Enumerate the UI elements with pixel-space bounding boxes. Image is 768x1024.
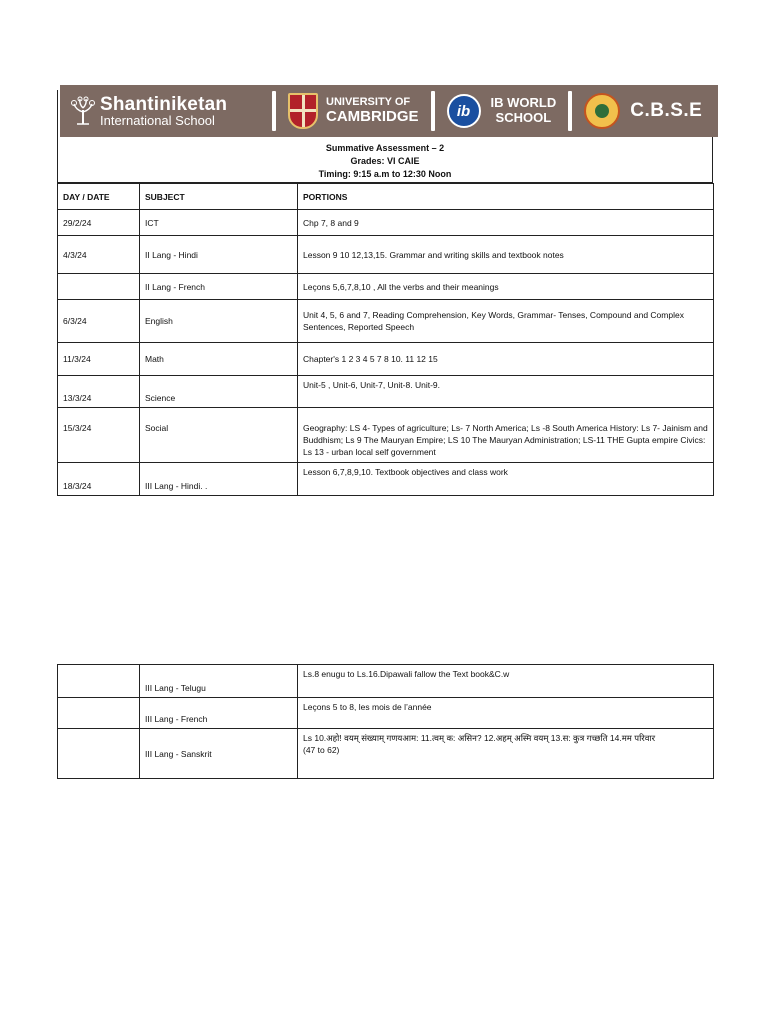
table-row [58,463,714,496]
table-row [58,210,714,236]
row-subject: III Lang - French [140,698,298,729]
row-portions: Chapter's 1 2 3 4 5 7 8 10. 11 12 15 [298,343,714,376]
row-subject: Math [140,343,298,376]
divider [568,91,572,131]
row-portions: Leçons 5,6,7,8,10 , All the verbs and their meanings [298,274,714,300]
row-date: 13/3/24 [58,376,140,408]
row-subject: II Lang - Hindi [140,236,298,274]
row-subject: III Lang - Hindi. . [140,463,298,496]
row-date [58,274,140,300]
table-row [58,300,714,343]
exam-title: Summative Assessment – 2 [325,143,445,153]
row-portions: Chp 7, 8 and 9 [298,210,714,236]
cbse-emblem-icon [584,93,620,129]
table-row [58,408,714,463]
exam-grades: Grades: VI CAIE [350,156,420,166]
row-subject: II Lang - French [140,274,298,300]
shantiniketan-logo [70,95,260,127]
row-date [58,698,140,729]
row-date [58,729,140,779]
row-date [58,665,140,698]
schedule-table [57,183,714,496]
row-portions: Unit-5 , Unit-6, Unit-7, Unit-8. Unit-9. [298,376,714,408]
cbse-label: C.B.S.E [630,100,703,121]
table-row [58,665,714,698]
cambridge-line2: CAMBRIDGE [326,107,419,125]
cambridge-line1: UNIVERSITY OF [326,96,411,109]
school-name: Shantiniketan [100,94,228,115]
sanskrit-lessons: Ls 10.अहो! वयम् संख्याम् गणयआम: 11.त्वम् क: असिन? 12.अहम् अस्मि वयम् 13.स: कुत्र गच्छति 14.मम परिवार [303,733,656,743]
row-portions [298,729,714,779]
cambridge-shield-icon [288,93,318,129]
ib-circle-icon: ib [447,94,481,128]
border-line [57,90,58,137]
ib-logo [447,94,557,128]
row-subject: III Lang - Telugu [140,665,298,698]
row-portions: Lesson 9 10 12,13,15. Grammar and writing skills and textbook notes [298,236,714,274]
row-subject: Social [140,408,298,463]
table-row [58,274,714,300]
tree-icon [70,96,96,126]
ib-line1: IB WORLD [490,95,557,111]
schedule-table-continued [57,664,714,779]
row-date: 4/3/24 [58,236,140,274]
header-date: DAY / DATE [58,184,140,210]
ib-line2: SCHOOL [495,110,552,125]
row-portions: Geography: LS 4- Types of agriculture; Ls- 7 North America; Ls -8 South America History: Ls 7- Jainism and Buddhism; Ls 9 The Mauryan Empire; LS 10 The Mauryan Administration; LS-11 THE Gupta empire Civics: Ls 13 - urban local self government [298,408,714,463]
table-row [58,376,714,408]
row-portions: Lesson 6,7,8,9,10. Textbook objectives and class work [298,463,714,496]
row-subject: English [140,300,298,343]
row-date: 15/3/24 [58,408,140,463]
row-subject: ICT [140,210,298,236]
row-subject: Science [140,376,298,408]
table-header-row [58,184,714,210]
row-date: 18/3/24 [58,463,140,496]
header-subject: SUBJECT [140,184,298,210]
row-date: 29/2/24 [58,210,140,236]
row-portions: Leçons 5 to 8, les mois de l’année [298,698,714,729]
row-portions: Unit 4, 5, 6 and 7, Reading Comprehension, Key Words, Grammar- Tenses, Compound and Complex Sentences, Reported Speech [298,300,714,343]
school-banner [60,85,718,137]
cambridge-logo [288,93,419,129]
cbse-logo [584,93,702,129]
exam-timing: Timing: 9:15 a.m to 12:30 Noon [318,169,452,179]
row-date: 6/3/24 [58,300,140,343]
row-date: 11/3/24 [58,343,140,376]
table-row [58,698,714,729]
sanskrit-pages: (47 to 62) [303,745,340,755]
divider [272,91,276,131]
row-subject: III Lang - Sanskrit [140,729,298,779]
exam-heading [57,137,713,183]
row-portions: Ls.8 enugu to Ls.16.Dipawali fallow the Text book&C.w [298,665,714,698]
table-row [58,729,714,779]
header-portions: PORTIONS [298,184,714,210]
table-row [58,236,714,274]
school-subtitle: International School [100,113,215,128]
divider [431,91,435,131]
table-row [58,343,714,376]
